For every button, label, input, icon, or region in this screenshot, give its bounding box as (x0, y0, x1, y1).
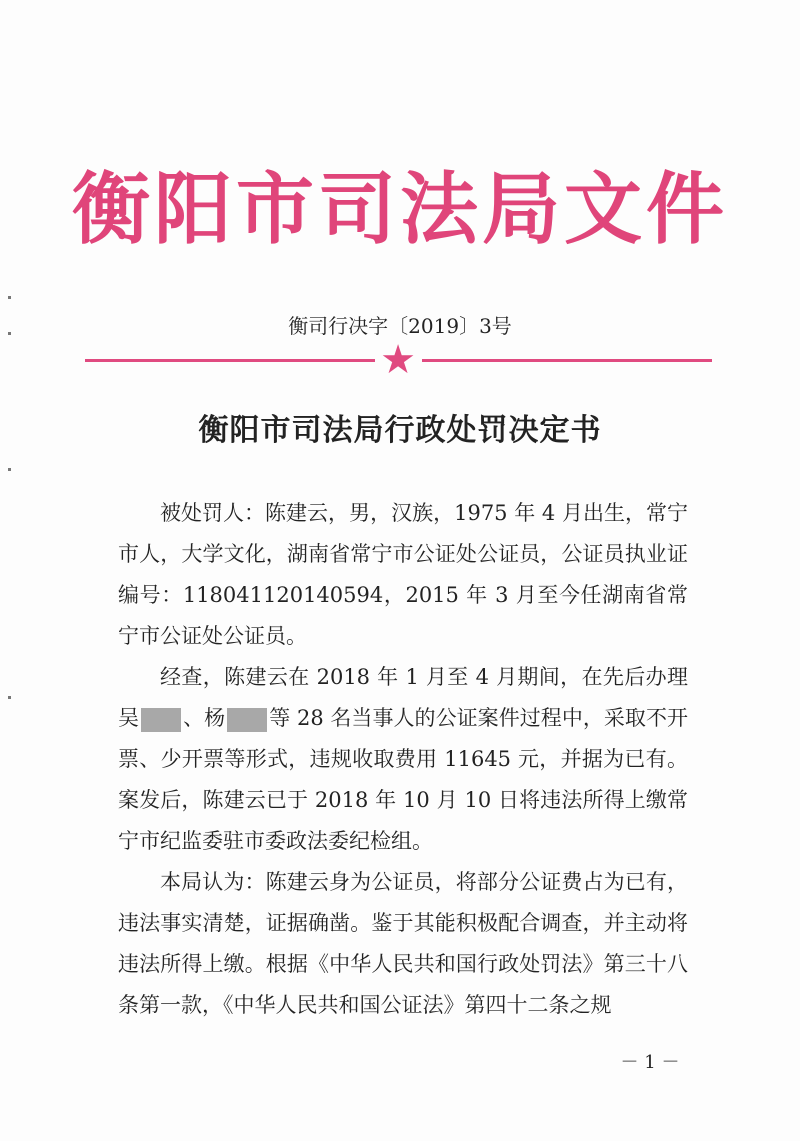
document-body (118, 493, 688, 1033)
scan-mark (8, 696, 11, 699)
star-icon: ★ (380, 337, 416, 383)
redacted-name-1 (141, 708, 181, 732)
paragraph-investigation (118, 657, 688, 862)
scan-mark (8, 332, 11, 335)
investigation-text-part-1: 经查，陈建云在 2018 年 1 月至 4 月期间，在先后办理吴 (118, 665, 688, 730)
document-number: 衡司行决字〔2019〕3号 (288, 314, 512, 338)
document-header-title: 衡阳市司法局文件 (71, 164, 728, 255)
investigation-text-part-3: 等 28 名当事人的公证案件过程中，采取不开票、少开票等形式，违规收取费用 11645 元，并据为已有。案发后，陈建云已于 2018 年 10 月 10 日将违法所得上缴常宁市纪监委驻市委政法委纪检组。 (118, 706, 689, 853)
scan-mark (8, 468, 11, 471)
page-number: － 1 － (620, 1052, 680, 1073)
paragraph-respondent: 被处罚人：陈建云，男，汉族，1975 年 4 月出生，常宁市人，大学文化，湖南省常宁市公证处公证员，公证员执业证编号：118041120140594，2015 年 3 月至今任湖南省常宁市公证处公证员。 (118, 501, 689, 648)
scan-mark (8, 296, 11, 299)
red-divider-right (422, 359, 712, 362)
document-title: 衡阳市司法局行政处罚决定书 (198, 413, 602, 448)
redacted-name-2 (227, 708, 267, 732)
investigation-text-part-2: 、杨 (183, 706, 226, 730)
red-divider-left (85, 359, 375, 362)
paragraph-decision: 本局认为：陈建云身为公证员，将部分公证费占为已有，违法事实清楚，证据确凿。鉴于其能积极配合调查，并主动将违法所得上缴。根据《中华人民共和国行政处罚法》第三十八条第一款，《中华人民共和国公证法》第四十二条之规 (118, 870, 688, 1017)
